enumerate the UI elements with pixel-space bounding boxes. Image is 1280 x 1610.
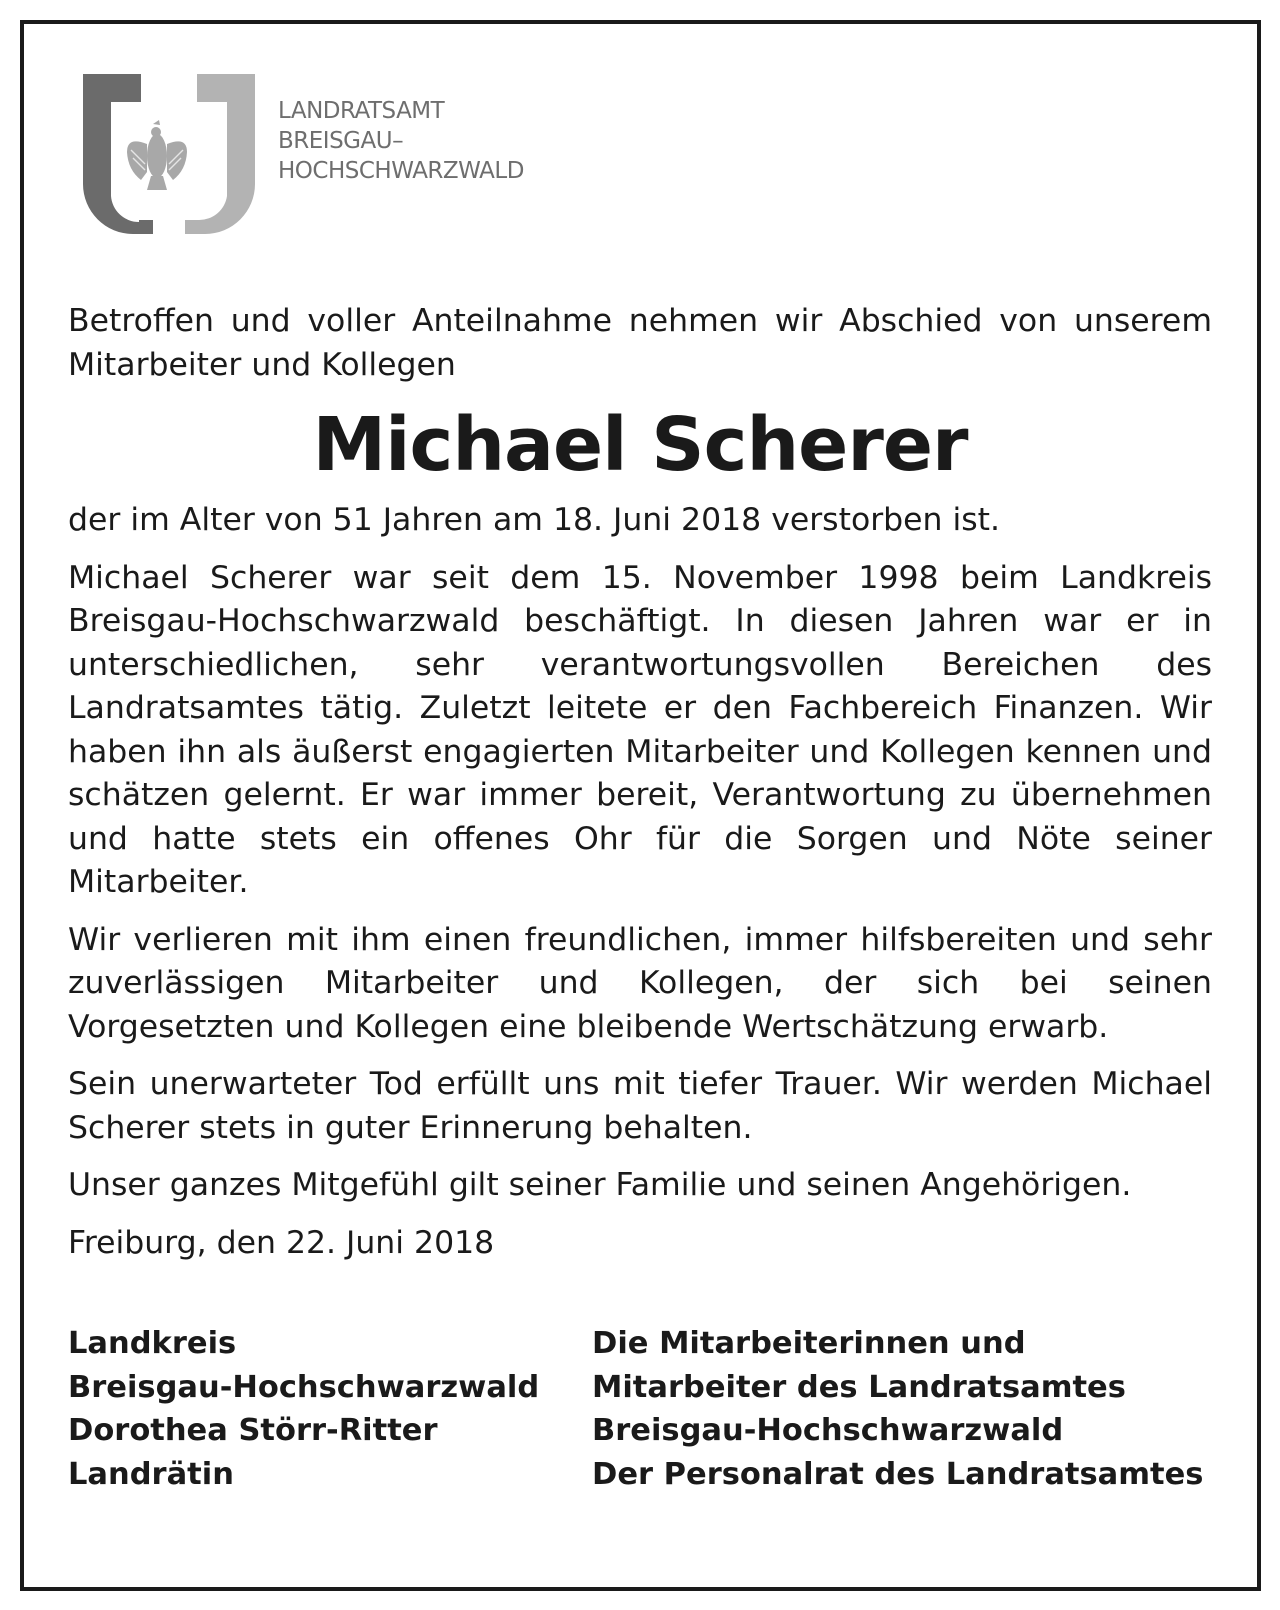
signature-right <box>592 1322 1203 1496</box>
logo-line: LANDRATSAMT <box>278 98 445 124</box>
deceased-name: Michael Scherer <box>312 402 968 488</box>
place-date: Freiburg, den 22. Juni 2018 <box>68 1224 495 1261</box>
signature-line: Der Personalrat des Landratsamtes <box>592 1456 1204 1492</box>
paragraph-mourning: Sein unerwarteter Tod erfüllt uns mit tiefer Trauer. Wir werden Michael Scherer stets in guter Erinnerung behalten. <box>68 1066 1212 1146</box>
logo-line: HOCHSCHWARZWALD <box>278 158 524 184</box>
paragraph-condolence: Unser ganzes Mitgefühl gilt seiner Familie und seinen Angehörigen. <box>68 1167 1132 1203</box>
signature-line: Die Mitarbeiterinnen und <box>592 1326 1026 1361</box>
intro-text: Betroffen und voller Anteilnahme nehmen wir Abschied von unserem Mitarbeiter und Kollegen <box>68 303 1212 383</box>
age-line: der im Alter von 51 Jahren am 18. Juni 2018 verstorben ist. <box>68 502 1001 538</box>
signature-left <box>68 1322 539 1496</box>
logo-line: BREISGAU– <box>278 128 404 154</box>
signature-line: Landkreis <box>68 1326 237 1361</box>
signature-line: Breisgau-Hochschwarzwald <box>68 1369 540 1405</box>
signature-line: Mitarbeiter des Landratsamtes <box>592 1369 1126 1405</box>
paragraph-career: Michael Scherer war seit dem 15. November 1998 beim Landkreis Breisgau-Hochschwarzwald beschäftigt. In diesen Jahren war er in unterschiedlichen, sehr verantwortungsvollen Bereichen des Landratsamtes tätig. Zuletzt leitete er den Fachbereich Finanzen. Wir haben ihn als äußerst engagierten Mitarbeiter und Kollegen kennen und schätzen gelernt. Er war immer bereit, Verantwortung zu übernehmen und hatte stets ein offenes Ohr für die Sorgen und Nöte seiner Mitarbeiter. <box>68 559 1212 900</box>
logo-wordmark <box>278 96 524 186</box>
signature-line: Landrätin <box>68 1456 234 1492</box>
paragraph-tribute: Wir verlieren mit ihm einen freundlichen, immer hilfsbereiten und sehr zuverlässigen Mitarbeiter und Kollegen, der sich bei seinen Vorgesetzten und Kollegen eine bleibende Wertschätzung erwarb. <box>68 921 1212 1045</box>
signature-line: Dorothea Störr-Ritter <box>68 1413 438 1448</box>
notice-body <box>68 300 1212 1265</box>
signature-line: Breisgau-Hochschwarzwald <box>592 1413 1064 1448</box>
